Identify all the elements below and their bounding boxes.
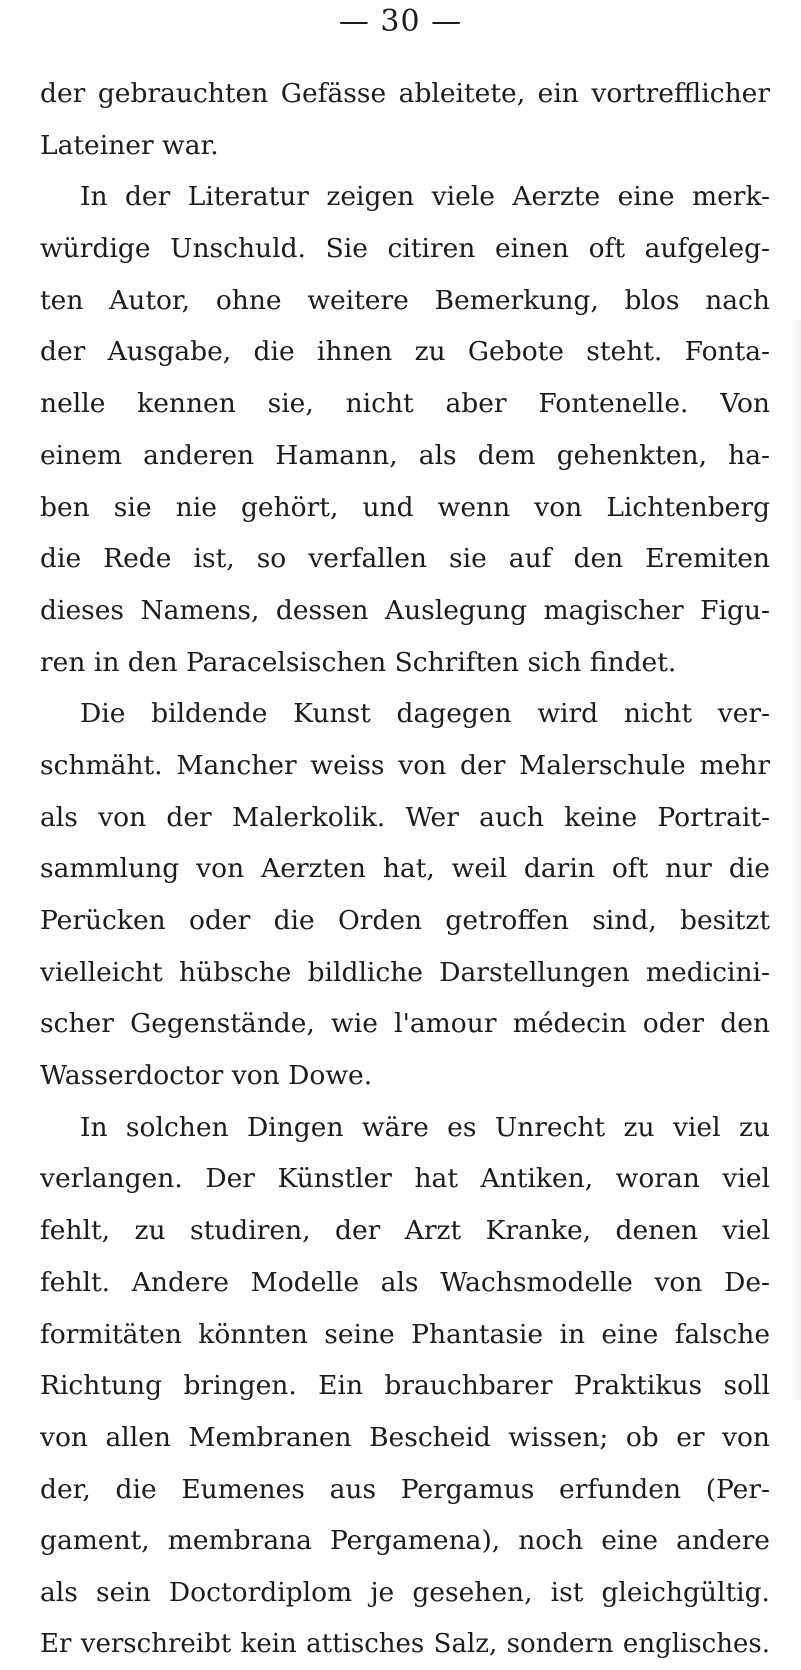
page-edge-shadow [791, 320, 801, 1400]
text-line: Richtung bringen. Ein brauchbarer Praktikus soll [40, 1370, 770, 1402]
text-line: vielleicht hübsche bildliche Darstellungen medicini- [40, 956, 770, 988]
text-line: formitäten könnten seine Phantasie in eine falsche [40, 1318, 770, 1350]
text-line: Wasserdoctor von Dowe. [40, 1060, 373, 1092]
text-line: schmäht. Mancher weiss von der Malerschule mehr [40, 749, 770, 781]
text-line: nelle kennen sie, nicht aber Fontenelle. Von [40, 388, 770, 420]
text-line: In der Literatur zeigen viele Aerzte eine merk- [80, 181, 770, 213]
text-line: Er verschreibt kein attisches Salz, sondern englisches. [40, 1628, 770, 1659]
page-number: — 30 — [338, 4, 463, 39]
text-line: ren in den Paracelsischen Schriften sich findet. [40, 646, 677, 678]
text-line: Lateiner war. [40, 129, 219, 161]
body-text [40, 68, 770, 1670]
text-line: dieses Namens, dessen Auslegung magischer Figu- [40, 594, 770, 626]
text-line: verlangen. Der Künstler hat Antiken, woran viel [40, 1163, 770, 1195]
text-line: Die bildende Kunst dagegen wird nicht ver- [80, 698, 770, 730]
text-line: einem anderen Hamann, als dem gehenkten, ha- [40, 439, 770, 471]
text-line: die Rede ist, so verfallen sie auf den Eremiten [40, 543, 770, 575]
text-line: als von der Malerkolik. Wer auch keine Portrait- [40, 801, 770, 833]
text-line: würdige Unschuld. Sie citiren einen oft aufgeleg- [40, 233, 770, 265]
text-line: ben sie nie gehört, und wenn von Lichtenberg [40, 491, 770, 523]
text-line: In solchen Dingen wäre es Unrecht zu viel zu [80, 1111, 770, 1143]
text-line: sammlung von Aerzten hat, weil darin oft nur die [40, 853, 770, 885]
text-line: Perücken oder die Orden getroffen sind, besitzt [40, 905, 770, 936]
text-line: der Ausgabe, die ihnen zu Gebote steht. Fonta- [40, 336, 770, 368]
text-line: gament, membrana Pergamena), noch eine andere [40, 1525, 770, 1557]
text-line: fehlt, zu studiren, der Arzt Kranke, denen viel [40, 1215, 770, 1247]
text-line: ten Autor, ohne weitere Bemerkung, blos nach [40, 284, 770, 316]
text-line: der gebrauchten Gefässe ableitete, ein vortrefflicher [40, 78, 770, 109]
text-line: der, die Eumenes aus Pergamus erfunden (Per- [40, 1473, 770, 1505]
text-line: von allen Membranen Bescheid wissen; ob er von [40, 1421, 770, 1453]
text-line: fehlt. Andere Modelle als Wachsmodelle von De- [40, 1266, 770, 1298]
text-line: als sein Doctordiplom je gesehen, ist gleichgültig. [40, 1576, 770, 1608]
text-line: scher Gegenstände, wie l'amour médecin oder den [40, 1008, 770, 1040]
